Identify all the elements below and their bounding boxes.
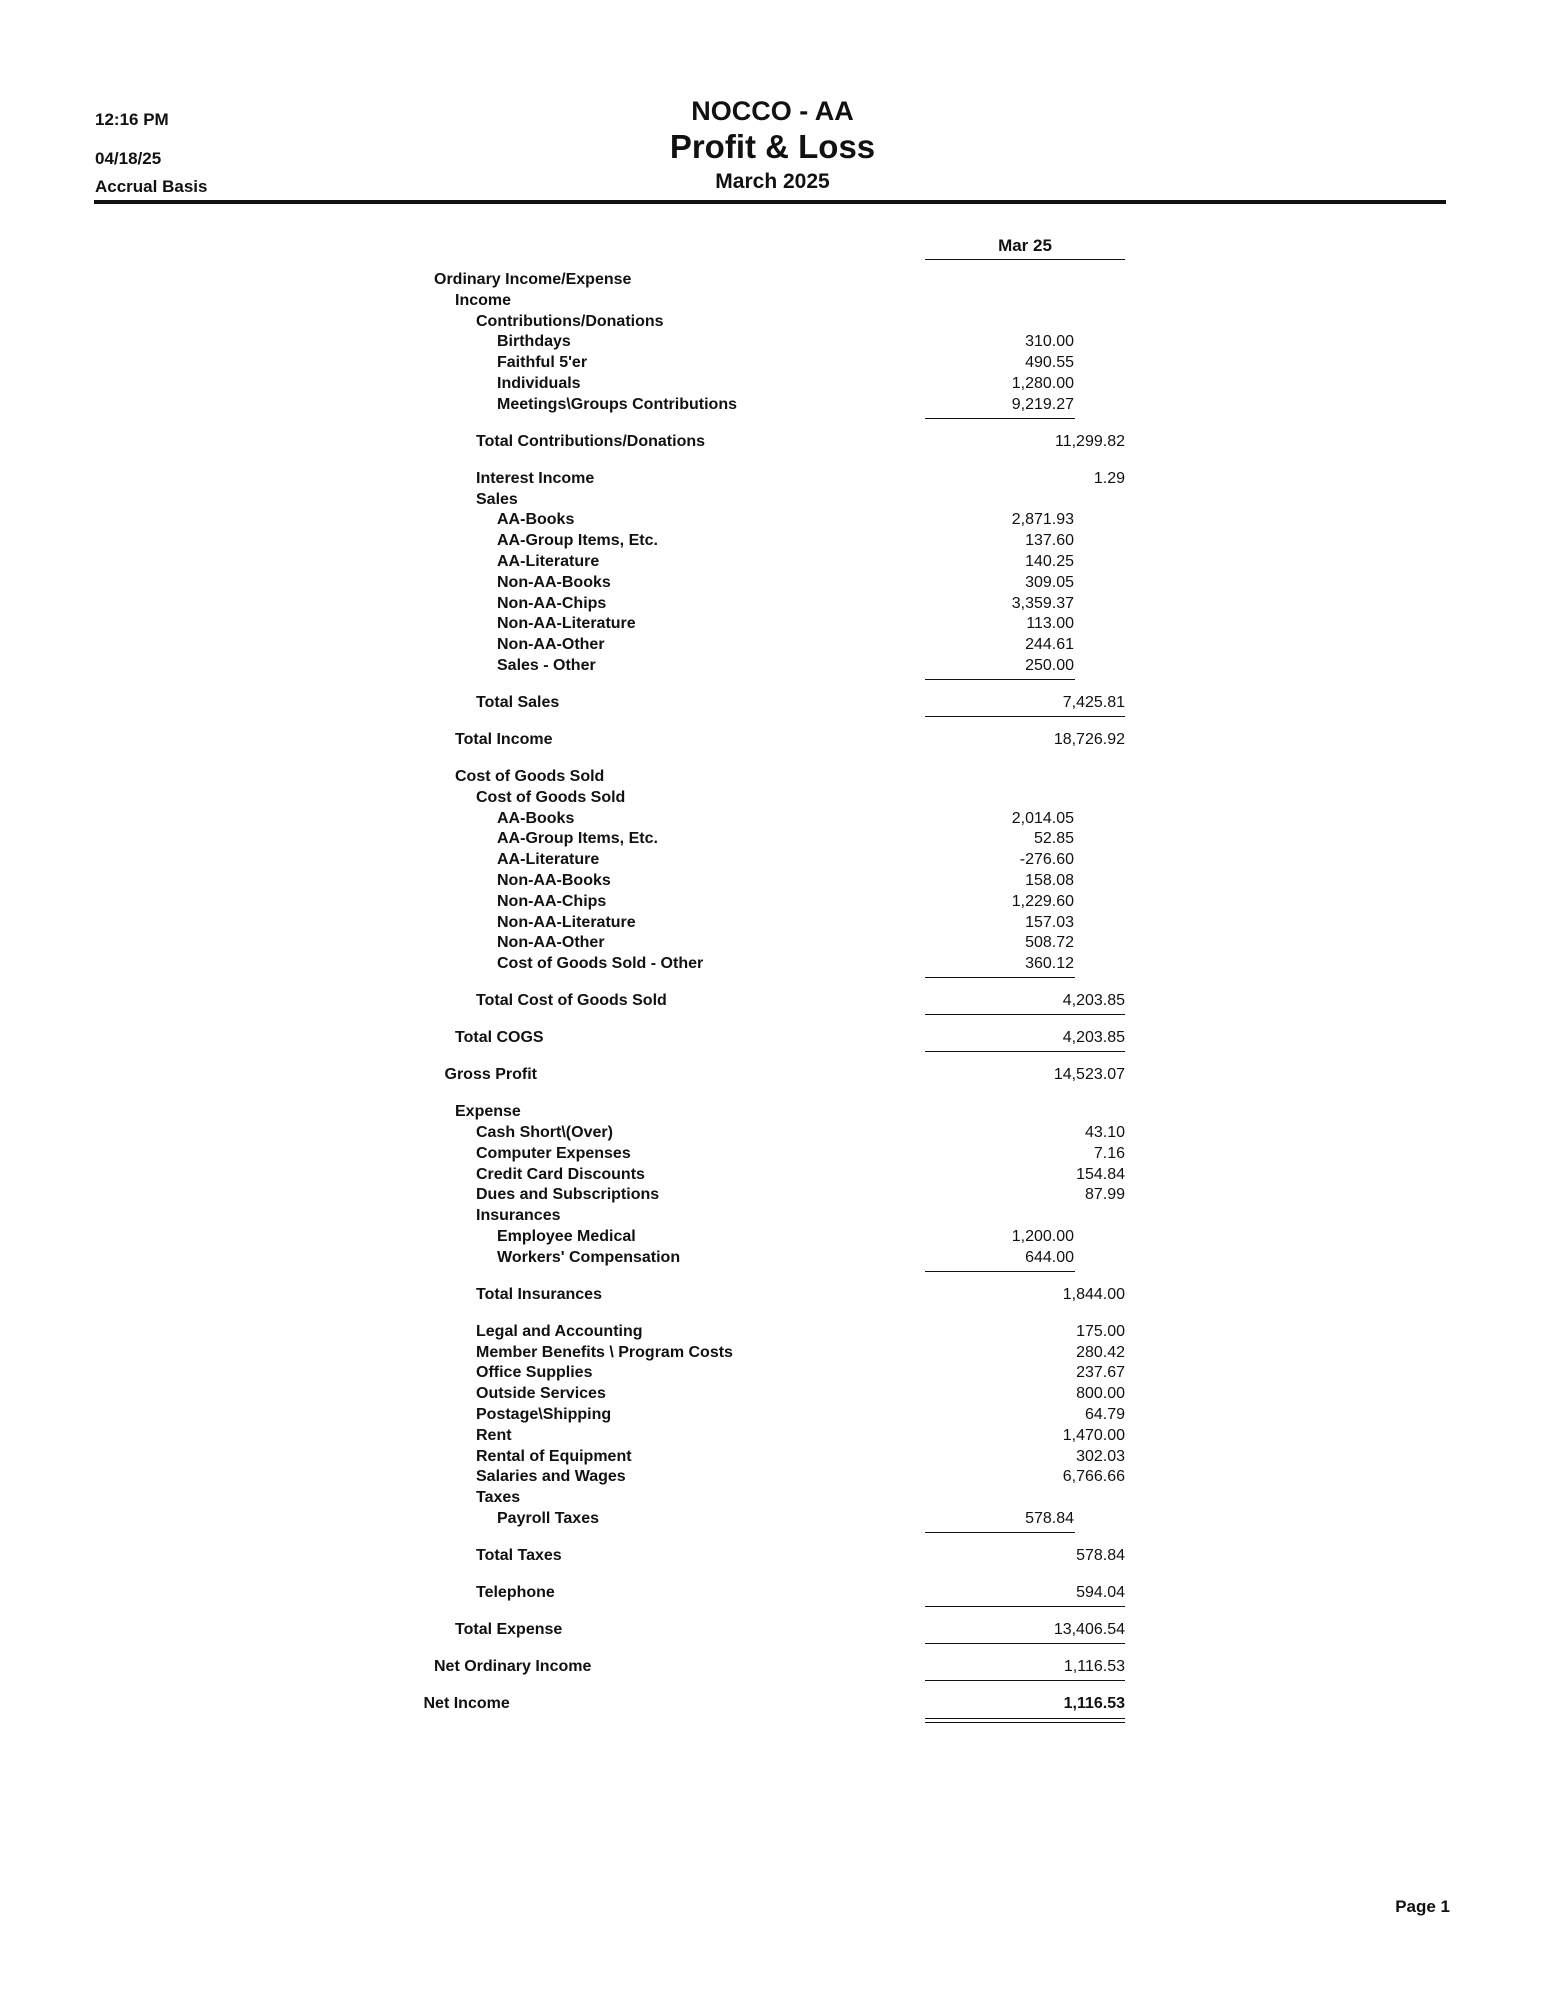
report-row-label: AA-Literature	[497, 851, 600, 869]
total-rule	[925, 1718, 1125, 1719]
report-row-amount: 508.72	[1025, 934, 1074, 952]
report-row-label: Total Expense	[455, 1621, 563, 1638]
report-row-label: Non-AA-Books	[497, 573, 611, 591]
report-row-amount: 644.00	[1025, 1248, 1074, 1266]
report-basis: Accrual Basis	[95, 177, 208, 196]
report-row-label: AA-Group Items, Etc.	[497, 532, 658, 550]
report-row-label: Interest Income	[476, 469, 595, 487]
total-rule	[925, 1643, 1125, 1644]
report-row-label: Employee Medical	[497, 1228, 636, 1245]
report-row-amount: 157.03	[1025, 913, 1074, 931]
report-row-amount: 244.61	[1025, 636, 1074, 654]
report-row-amount: 280.42	[1076, 1343, 1125, 1361]
total-rule	[925, 1606, 1125, 1607]
report-row-amount: 578.84	[1025, 1510, 1074, 1527]
report-row-amount: 1,280.00	[1011, 375, 1074, 392]
report-row-label: Total Taxes	[476, 1547, 562, 1564]
report-row-amount: 490.55	[1025, 354, 1074, 372]
report-row-amount: 800.00	[1076, 1385, 1125, 1403]
report-row-label: Sales	[476, 490, 518, 508]
report-row-label: Total COGS	[455, 1029, 544, 1047]
report-row-label: Cost of Goods Sold	[455, 768, 605, 785]
report-row-amount: 1,116.53	[1063, 1695, 1125, 1712]
page-number: Page 1	[1395, 1897, 1450, 1916]
report-row-amount: 2,014.05	[1011, 809, 1074, 827]
total-rule	[925, 977, 1075, 978]
total-rule	[925, 1051, 1125, 1052]
report-row-amount: 1,200.00	[1011, 1228, 1074, 1245]
total-rule	[925, 1271, 1075, 1272]
report-row-amount: 175.00	[1076, 1322, 1125, 1340]
report-row-label: Credit Card Discounts	[476, 1165, 645, 1183]
report-row-label: Faithful 5'er	[497, 354, 588, 372]
report-row-label: Rent	[476, 1426, 512, 1444]
report-row-amount: 1.29	[1093, 469, 1125, 487]
report-row-label: Office Supplies	[476, 1364, 593, 1382]
report-row-amount: 113.00	[1026, 615, 1074, 633]
total-rule	[925, 418, 1075, 419]
report-row-label: Gross Profit	[444, 1066, 537, 1084]
report-row-label: Non-AA-Chips	[497, 594, 607, 612]
report-row-label: Non-AA-Literature	[497, 913, 636, 931]
report-row-amount: 3,359.37	[1011, 594, 1074, 612]
report-row-label: Telephone	[476, 1584, 555, 1601]
report-row-amount: 6,766.66	[1062, 1468, 1125, 1486]
report-row-label: Insurances	[476, 1207, 561, 1225]
total-rule	[925, 716, 1125, 717]
report-row-label: Net Ordinary Income	[434, 1658, 592, 1675]
report-row-label: Salaries and Wages	[476, 1468, 626, 1486]
report-row-label: Cash Short\(Over)	[476, 1124, 613, 1141]
report-row-label: Meetings\Groups Contributions	[497, 395, 737, 413]
report-row-label: Postage\Shipping	[476, 1406, 612, 1423]
report-row-amount: 43.10	[1084, 1124, 1125, 1141]
report-row-amount: 158.08	[1025, 872, 1074, 889]
report-time: 12:16 PM	[95, 110, 169, 129]
report-row-label: AA-Group Items, Etc.	[497, 830, 658, 848]
report-row-amount: 140.25	[1025, 553, 1074, 570]
report-row-label: Total Sales	[476, 694, 560, 711]
report-row-label: AA-Books	[497, 809, 575, 827]
report-row-amount: 1,229.60	[1011, 892, 1074, 910]
report-row-amount: 18,726.92	[1053, 731, 1125, 748]
report-row-label: Non-AA-Books	[497, 872, 611, 889]
report-row-amount: 1,470.00	[1062, 1426, 1125, 1444]
report-row-label: Taxes	[476, 1489, 521, 1507]
report-row-amount: 594.04	[1076, 1584, 1125, 1601]
report-row-label: Member Benefits \ Program Costs	[476, 1343, 733, 1361]
report-row-label: Total Cost of Goods Sold	[476, 992, 667, 1010]
total-rule	[925, 1722, 1125, 1723]
report-row-label: Ordinary Income/Expense	[434, 271, 632, 288]
report-row-amount: 87.99	[1084, 1186, 1125, 1204]
report-row-label: Non-AA-Chips	[497, 892, 607, 910]
report-row-label: Contributions/Donations	[476, 312, 664, 330]
company-name: NOCCO - AA	[691, 96, 854, 126]
report-row-amount: 11,299.82	[1055, 432, 1125, 450]
report-row-label: Rental of Equipment	[476, 1447, 632, 1465]
report-row-label: Cost of Goods Sold - Other	[497, 955, 704, 973]
report-row-amount: 13,406.54	[1053, 1621, 1125, 1638]
report-row-amount: 250.00	[1025, 657, 1074, 674]
report-row-label: Individuals	[497, 375, 581, 392]
total-rule	[925, 1532, 1075, 1533]
report-row-label: Workers' Compensation	[497, 1248, 681, 1266]
report-row-label: Cost of Goods Sold	[476, 788, 626, 806]
report-row-label: Expense	[455, 1103, 521, 1121]
report-row-amount: 52.85	[1033, 830, 1074, 848]
report-row-label: Income	[455, 291, 512, 309]
report-row-amount: 4,203.85	[1062, 992, 1125, 1010]
report-row-amount: -276.60	[1019, 851, 1074, 869]
total-rule	[925, 1014, 1125, 1015]
report-row-amount: 9,219.27	[1011, 395, 1074, 413]
report-date: 04/18/25	[95, 149, 162, 168]
report-row-label: AA-Literature	[497, 553, 600, 570]
report-row-amount: 360.12	[1025, 955, 1074, 973]
report-row-amount: 154.84	[1076, 1165, 1125, 1183]
report-row-label: Total Contributions/Donations	[476, 432, 706, 450]
report-row-label: Outside Services	[476, 1385, 606, 1403]
report-row-label: Legal and Accounting	[476, 1322, 643, 1340]
report-row-amount: 309.05	[1025, 573, 1074, 591]
report-row-amount: 64.79	[1084, 1406, 1125, 1423]
report-row-label: Computer Expenses	[476, 1144, 631, 1162]
report-row-amount: 2,871.93	[1011, 511, 1074, 529]
report-row-amount: 7,425.81	[1062, 694, 1125, 711]
report-row-amount: 237.67	[1076, 1364, 1125, 1382]
report-row-amount: 1,116.53	[1063, 1658, 1125, 1675]
report-title: Profit & Loss	[669, 128, 876, 165]
report-row-amount: 137.60	[1025, 532, 1074, 550]
total-rule	[925, 679, 1075, 680]
report-period: March 2025	[715, 170, 830, 193]
report-row-label: Payroll Taxes	[497, 1510, 599, 1527]
report-row-label: Non-AA-Other	[497, 934, 605, 952]
column-header: Mar 25	[998, 236, 1052, 255]
report-row-amount: 310.00	[1025, 333, 1074, 351]
report-row-label: Total Income	[455, 731, 553, 748]
report-row-amount: 14,523.07	[1053, 1066, 1125, 1084]
report-row-label: Birthdays	[497, 333, 571, 351]
report-row-label: Dues and Subscriptions	[476, 1186, 660, 1204]
total-rule	[925, 1680, 1125, 1681]
report-row-amount: 7.16	[1093, 1144, 1125, 1162]
report-row-label: Sales - Other	[497, 657, 596, 674]
report-row-amount: 1,844.00	[1062, 1285, 1125, 1303]
report-row-label: Non-AA-Other	[497, 636, 605, 654]
report-row-label: Non-AA-Literature	[497, 615, 636, 633]
report-row-label: AA-Books	[497, 511, 575, 529]
report-row-amount: 4,203.85	[1062, 1029, 1125, 1047]
report-row-label: Total Insurances	[476, 1285, 602, 1303]
report-row-amount: 578.84	[1076, 1547, 1125, 1564]
report-row-label: Net Income	[423, 1695, 510, 1712]
report-row-amount: 302.03	[1076, 1447, 1125, 1465]
